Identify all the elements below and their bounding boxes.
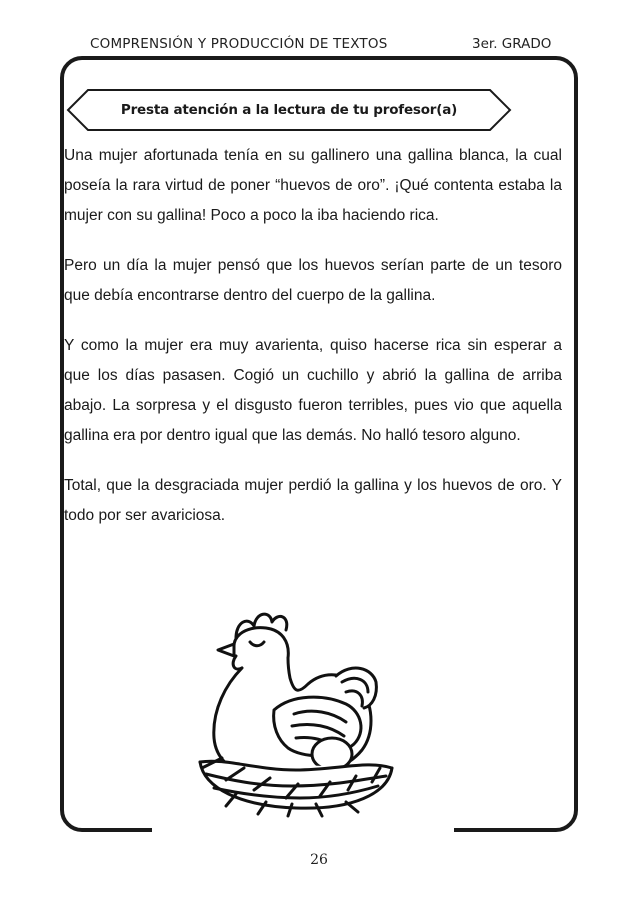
- banner-instruction-text: Presta atención a la lectura de tu profesor(a): [120, 102, 458, 118]
- frame-bottom-gap: [152, 826, 454, 838]
- hen-illustration: [196, 598, 396, 820]
- story-paragraph-2: Pero un día la mujer pensó que los huevos serían parte de un tesoro que debía encontrarse dentro del cuerpo de la gallina.: [64, 257, 562, 304]
- header-subject: COMPRENSIÓN Y PRODUCCIÓN DE TEXTOS: [90, 36, 388, 52]
- page-number: 26: [310, 852, 328, 868]
- story-body: [64, 141, 562, 551]
- hen-on-nest-icon: [196, 598, 396, 820]
- instruction-banner: [66, 88, 512, 132]
- header-grade: 3er. GRADO: [472, 36, 552, 52]
- story-paragraph-1: Una mujer afortunada tenía en su gallinero una gallina blanca, la cual poseía la rara virtud de poner “huevos de oro”. ¡Qué contenta estaba la mujer con su gallina! Poco a poco la iba haciendo rica.: [64, 147, 562, 224]
- story-paragraph-3: Y como la mujer era muy avarienta, quiso hacerse rica sin esperar a que los días pasasen. Cogió un cuchillo y abrió la gallina de arriba abajo. La sorpresa y el disgusto fueron terribles, pues vio que aquella gallina era por dentro igual que las demás. No halló tesoro alguno.: [64, 337, 562, 444]
- story-paragraph-4: Total, que la desgraciada mujer perdió la gallina y los huevos de oro. Y todo por ser avariciosa.: [64, 477, 562, 524]
